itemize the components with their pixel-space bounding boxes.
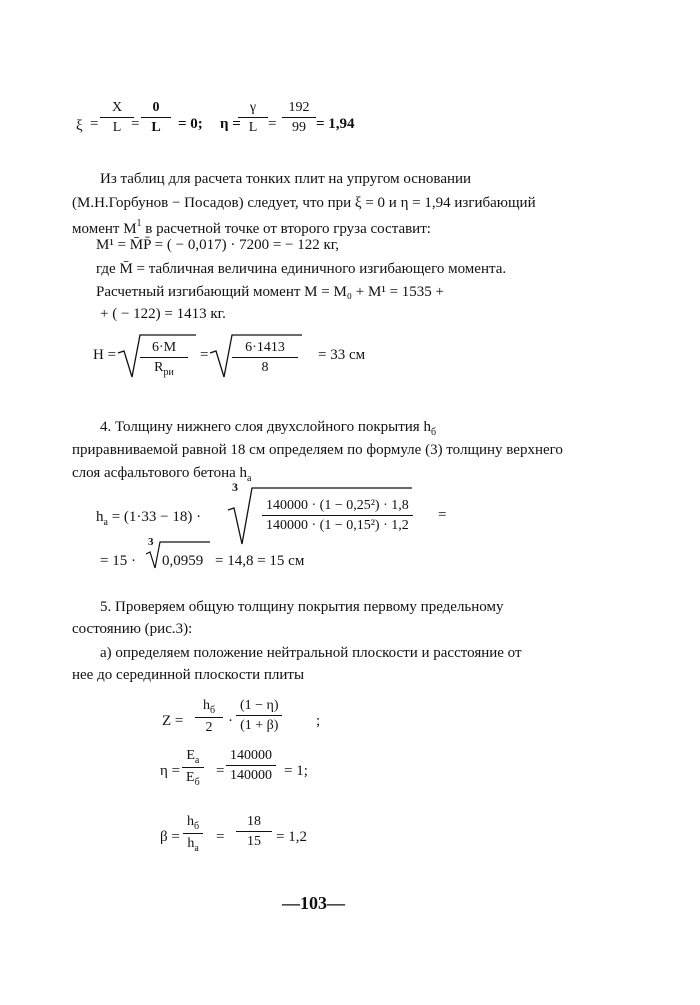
beta-tail: = 1,2 <box>276 829 307 845</box>
h-result: = 33 см <box>318 347 366 363</box>
para5-line3: а) определяем положение нейтральной плоскости и расстояние от <box>100 645 522 661</box>
xi-result: = 0; <box>178 116 203 132</box>
ha-line2-a: = 15 · <box>100 553 136 569</box>
para4-line2: приравниваемой равной 18 см определяем по формуле (3) толщину верхнего <box>72 442 563 458</box>
fraction-x-l: $\frac{X}{L}$ <box>100 100 134 136</box>
fraction-hb-ha: $h_б$ $h_а$ <box>183 814 203 854</box>
fraction-ea-eb: $E_а$ $E_б$ <box>182 748 204 788</box>
fraction-eta-beta: $\frac{(1 - \eta)}{(1 + \beta)}$ <box>236 698 283 734</box>
xi-eq2: = <box>131 116 140 132</box>
para1-line5: где M̄ = табличная величина единичного изгибающего момента. <box>96 261 507 277</box>
fraction-0-l: $\frac{0}{L}$ <box>141 100 171 136</box>
h-eq: = <box>200 347 209 363</box>
ha-line2-root: 0,0959 <box>162 553 204 569</box>
fraction-140000: $\frac{140000}{140000}$ <box>226 748 276 784</box>
beta-lhs: β = <box>160 829 180 845</box>
fraction-18-15: $\frac{18}{15}$ <box>236 814 272 850</box>
fraction-ha: $\frac{\text{140000 · (1 − 0,25²) · 1,8}}{\text{140000 · (1 − 0,15²) · 1,2}}$ <box>262 498 413 534</box>
ha-lhs: $h_а = (1\cdot 33 - 18)$ · <box>96 509 202 528</box>
ha-tail: = <box>438 507 447 523</box>
para5-line2: состоянию (рис.3): <box>72 621 193 637</box>
para1-line6: Расчетный изгибающий момент M = M₀ + M¹ = 1535 + <box>96 284 444 300</box>
fraction-gamma-l: $\frac{\gamma}{L}$ <box>238 100 268 136</box>
ha-line2-b: = 14,8 = 15 см <box>215 553 305 569</box>
eta-lhs: η = <box>160 763 181 779</box>
eta-eq2: = <box>268 116 277 132</box>
para1-line1: Из таблиц для расчета тонких плит на упругом основании <box>100 171 472 187</box>
para1-line3: момент $M^1$ в расчетной точке от второго груза составит: <box>72 218 431 237</box>
para1-line2: (М.Н.Горбунов − Посадов) следует, что при ξ = 0 и η = 1,94 изгибающий <box>72 195 536 211</box>
cube-root-index: 3 <box>232 480 238 494</box>
fraction-hb-2: $h_б$ 2 <box>195 698 223 736</box>
para5-line4: нее до серединной плоскости плиты <box>72 667 305 683</box>
xi-symbol: ξ <box>76 118 83 134</box>
eta-tail: = 1; <box>284 763 308 779</box>
fraction-6m-r: 6·M $R_{ри}$ <box>140 340 188 378</box>
eta-eq: = <box>216 763 225 779</box>
fraction-192-99: $\frac{192}{99}$ <box>282 100 316 136</box>
eta-symbol: η = <box>220 116 241 132</box>
h-lhs: H = <box>93 347 117 363</box>
para1-line4: M¹ = M̄P̄ = ( − 0,017) · 7200 = − 122 кг, <box>96 237 339 253</box>
z-lhs: Z = <box>162 713 184 729</box>
cube-root-index-2: 3 <box>148 536 154 548</box>
z-dot: · <box>228 713 233 729</box>
para5-line1: 5. Проверяем общую толщину покрытия первому предельному <box>100 599 504 615</box>
eta-result: = 1,94 <box>316 116 355 132</box>
para4-line3: слоя асфальтового бетона $h_а$ <box>72 465 252 484</box>
para4-line1: 4. Толщину нижнего слоя двухслойного покрытия $h_б$ <box>100 419 437 438</box>
z-tail: ; <box>316 713 321 729</box>
beta-eq: = <box>216 829 225 845</box>
para1-line7: + ( − 122) = 1413 кг. <box>100 306 226 322</box>
page-number: —103— <box>282 893 345 913</box>
xi-eq: = <box>90 116 99 132</box>
fraction-6x1413-8: $\frac{6\cdot 1413}{8}$ <box>232 340 298 376</box>
